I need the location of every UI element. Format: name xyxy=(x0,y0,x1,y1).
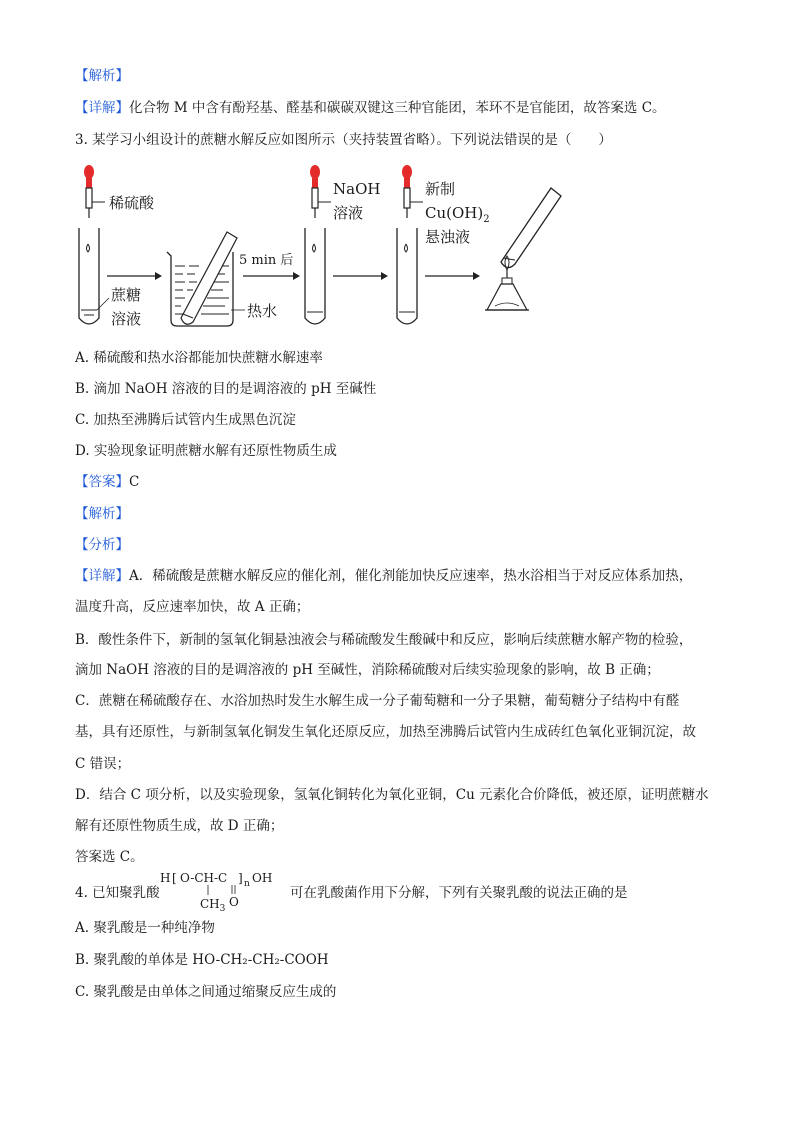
arrow-1-icon xyxy=(107,272,162,280)
analysis-heading xyxy=(75,504,724,524)
dropper-cuoh2-icon xyxy=(402,165,423,218)
struct-carbonyl-o: O xyxy=(229,895,239,909)
option-3-d: D. 实验现象证明蔗糖水解有还原性物质生成 xyxy=(75,443,337,459)
label-sucrose-2: 溶液 xyxy=(111,310,142,328)
struct-ch3: $CH_3$ xyxy=(200,897,226,914)
detail-line-6: 基，具有还原性，与新制氢氧化铜发生氧化还原反应，加热至沸腾后试管内生成砖红色氧化亚铜沉淀，故 xyxy=(75,724,696,740)
test-tube-3 xyxy=(397,228,417,324)
answer-line xyxy=(75,472,724,492)
analyze-tag: 【分析】 xyxy=(75,537,129,553)
detail-line-7: C 错误； xyxy=(75,756,131,772)
label-time: 5 min 后 xyxy=(239,253,294,268)
label-cu-1: 新制 xyxy=(425,180,456,198)
test-tube-2 xyxy=(305,228,325,324)
detail-paragraph-prev xyxy=(75,98,724,118)
q4-stem-suffix: 可在乳酸菌作用下分解，下列有关聚乳酸的说法正确的是 xyxy=(290,885,628,901)
label-naoh-2: 溶液 xyxy=(333,204,364,222)
detail-text-1: A．稀硫酸是蔗糖水解反应的催化剂，催化剂能加快反应速率，热水浴相当于对反应体系加热， xyxy=(129,568,693,584)
q4-stem-prefix: 4. 已知聚乳酸 xyxy=(75,885,160,901)
struct-group: O-CH-C xyxy=(180,871,228,885)
struct-h: H xyxy=(160,871,171,885)
label-acid: 稀硫酸 xyxy=(109,194,155,212)
dropper-naoh-icon xyxy=(310,165,331,218)
heated-tube-lamp-icon xyxy=(485,188,561,310)
struct-n: n xyxy=(244,879,250,889)
detail-line-2: 温度升高，反应速率加快，故 A 正确； xyxy=(75,599,310,615)
answer-value: C xyxy=(129,474,140,490)
beaker-water-bath xyxy=(167,232,245,326)
struct-oh: OH xyxy=(252,871,273,885)
conclusion-line: 答案选 C。 xyxy=(75,849,144,865)
analysis-tag: 【解析】 xyxy=(75,68,129,84)
analyze-heading xyxy=(75,535,724,555)
option-3-b: B. 滴加 NaOH 溶液的目的是调溶液的 pH 至碱性 xyxy=(75,381,377,397)
question-3-stem: 3. 某学习小组设计的蔗糖水解反应如图所示（夹持装置省略）。下列说法错误的是（ ） xyxy=(75,132,612,148)
option-4-b: B. 聚乳酸的单体是 HO-CH₂-CH₂-COOH xyxy=(75,952,329,968)
detail-line-5: C．蔗糖在稀硫酸存在、水浴加热时发生水解生成一分子葡萄糖和一分子果糖，葡萄糖分子结构中有醛 xyxy=(75,693,680,709)
option-3-a: A. 稀硫酸和热水浴都能加快蔗糖水解速率 xyxy=(75,350,323,366)
detail-text: 化合物 M 中含有酚羟基、醛基和碳碳双键这三种官能团，苯环不是官能团，故答案选 C。 xyxy=(129,100,666,116)
label-cu-2: $Cu(OH)_2$ xyxy=(425,204,490,225)
label-hot-water: 热水 xyxy=(247,302,278,320)
option-4-a: A. 聚乳酸是一种纯净物 xyxy=(75,920,215,936)
answer-tag: 【答案】 xyxy=(75,474,129,490)
detail-tag-3: 【详解】 xyxy=(75,568,129,584)
arrow-3-icon xyxy=(333,272,388,280)
detail-tag: 【详解】 xyxy=(75,100,129,116)
label-naoh-1: NaOH xyxy=(333,180,381,198)
struct-bracket-open: [ xyxy=(172,871,177,885)
detail-line-8: D．结合 C 项分析，以及实验现象，氢氧化铜转化为氧化亚铜，Cu 元素化合价降低，被还原，证明蔗糖水 xyxy=(75,787,709,803)
struct-bracket-close: ] xyxy=(238,871,243,885)
label-sucrose-1: 蔗糖 xyxy=(111,286,142,304)
test-tube-1 xyxy=(79,228,109,324)
arrow-4-icon xyxy=(425,272,480,280)
analysis-tag-3: 【解析】 xyxy=(75,506,129,522)
arrow-2-icon xyxy=(243,272,300,280)
detail-line-4: 滴加 NaOH 溶液的目的是调溶液的 pH 至碱性，消除稀硫酸对后续实验现象的影响，故 B 正确； xyxy=(75,662,660,678)
option-3-c: C. 加热至沸腾后试管内生成黑色沉淀 xyxy=(75,412,296,428)
detail-line-1 xyxy=(75,566,724,586)
analysis-heading-prev xyxy=(75,66,724,86)
experiment-figure xyxy=(75,160,595,340)
label-cu-3: 悬浊液 xyxy=(425,228,471,246)
option-4-c: C. 聚乳酸是由单体之间通过缩聚反应生成的 xyxy=(75,984,337,1000)
detail-line-3: B．酸性条件下，新制的氢氧化铜悬浊液会与稀硫酸发生酸碱中和反应，影响后续蔗糖水解产物的检验， xyxy=(75,632,693,648)
polylactic-acid-structure xyxy=(160,868,290,914)
detail-line-9: 解有还原性物质生成，故 D 正确； xyxy=(75,818,284,834)
dropper-acid-icon xyxy=(84,165,105,218)
